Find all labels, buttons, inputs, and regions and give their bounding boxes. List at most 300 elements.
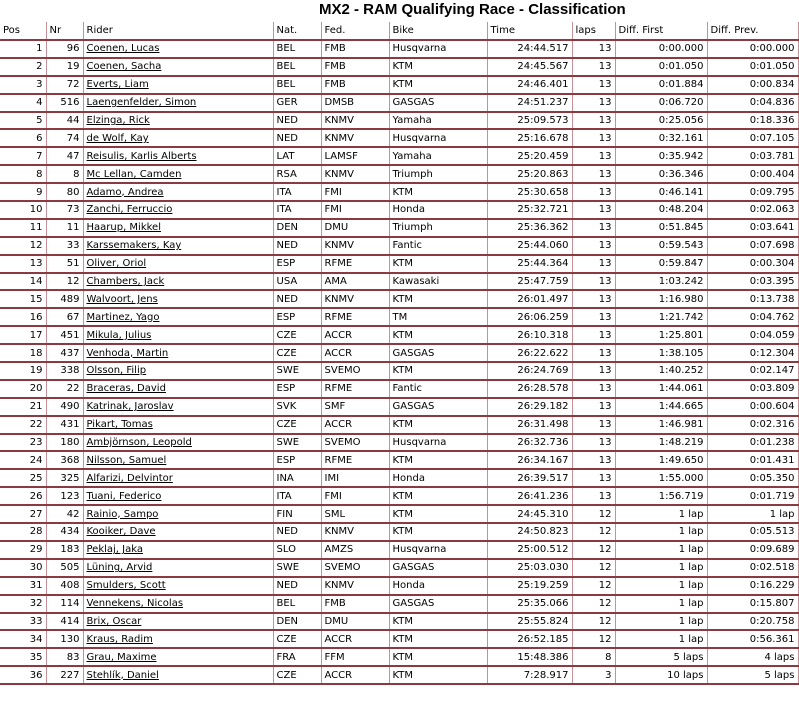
row-laps: 13 [572, 273, 615, 291]
row-diff-first: 1 lap [615, 630, 707, 648]
row-time: 26:22.622 [487, 344, 572, 362]
row-federation: SVEMO [321, 362, 389, 380]
rider-link[interactable]: Stehlík, Daniel [86, 669, 159, 681]
row-federation: RFME [321, 451, 389, 469]
row-diff-first: 0:59.543 [615, 237, 707, 255]
row-time: 24:46.401 [487, 76, 572, 94]
rider-link[interactable]: Peklaj, Jaka [86, 544, 143, 556]
rider-name-link[interactable] [83, 559, 273, 577]
row-federation: FMB [321, 595, 389, 613]
rider-link[interactable]: Coenen, Sacha [86, 61, 162, 73]
row-time: 25:16.678 [487, 129, 572, 147]
row-nationality: ITA [273, 487, 321, 505]
row-federation: FMI [321, 183, 389, 201]
row-diff-prev: 0:09.689 [707, 541, 798, 559]
row-federation: DMU [321, 613, 389, 631]
rider-name-link[interactable] [83, 630, 273, 648]
table-row [0, 362, 798, 380]
rider-link[interactable]: Kraus, Radim [86, 633, 153, 645]
rider-link[interactable]: Chambers, Jack [86, 276, 165, 288]
row-diff-prev: 0:07.698 [707, 237, 798, 255]
row-time: 26:29.182 [487, 398, 572, 416]
rider-link[interactable]: Everts, Liam [86, 79, 149, 91]
row-nationality: SVK [273, 398, 321, 416]
row-bike: GASGAS [389, 344, 487, 362]
rider-name-link[interactable] [83, 362, 273, 380]
row-bike: Honda [389, 577, 487, 595]
rider-name-link[interactable] [83, 308, 273, 326]
table-row [0, 219, 798, 237]
row-time: 25:00.512 [487, 541, 572, 559]
row-nationality: BEL [273, 595, 321, 613]
col-header-pos: Pos [0, 22, 46, 40]
row-diff-first: 1 lap [615, 505, 707, 523]
table-row [0, 434, 798, 452]
row-bike: KTM [389, 183, 487, 201]
rider-name-link[interactable] [83, 541, 273, 559]
rider-name-link[interactable] [83, 273, 273, 291]
row-time: 25:55.824 [487, 613, 572, 631]
row-diff-prev: 0:03.781 [707, 147, 798, 165]
rider-link[interactable]: Adamo, Andrea [86, 186, 164, 198]
row-federation: DMSB [321, 94, 389, 112]
row-bike: Yamaha [389, 147, 487, 165]
row-bike: GASGAS [389, 595, 487, 613]
row-laps: 13 [572, 416, 615, 434]
row-nationality: CZE [273, 326, 321, 344]
row-bike: Triumph [389, 165, 487, 183]
row-bike: Triumph [389, 219, 487, 237]
row-federation: FMI [321, 487, 389, 505]
table-row [0, 290, 798, 308]
row-time: 26:52.185 [487, 630, 572, 648]
rider-link[interactable]: Mc Lellan, Camden [86, 168, 182, 180]
row-nationality: BEL [273, 76, 321, 94]
row-pos: 5 [0, 112, 46, 130]
row-time: 25:30.658 [487, 183, 572, 201]
row-pos: 35 [0, 648, 46, 666]
row-diff-first: 0:32.161 [615, 129, 707, 147]
rider-link[interactable]: Ambjörnson, Leopold [86, 437, 192, 449]
row-time: 15:48.386 [487, 648, 572, 666]
rider-name-link[interactable] [83, 237, 273, 255]
row-diff-prev: 0:18.336 [707, 112, 798, 130]
table-row [0, 58, 798, 76]
row-laps: 13 [572, 40, 615, 58]
rider-name-link[interactable] [83, 434, 273, 452]
row-pos: 36 [0, 666, 46, 684]
row-federation: KNMV [321, 577, 389, 595]
table-row [0, 273, 798, 291]
rider-name-link[interactable] [83, 469, 273, 487]
row-number: 451 [46, 326, 83, 344]
row-diff-first: 1:16.980 [615, 290, 707, 308]
rider-name-link[interactable] [83, 487, 273, 505]
rider-name-link[interactable] [83, 398, 273, 416]
row-bike: Kawasaki [389, 273, 487, 291]
row-bike: Husqvarna [389, 541, 487, 559]
row-nationality: BEL [273, 40, 321, 58]
rider-name-link[interactable] [83, 290, 273, 308]
row-federation: KNMV [321, 237, 389, 255]
rider-name-link[interactable] [83, 595, 273, 613]
rider-link[interactable]: Karssemakers, Kay [86, 240, 182, 252]
col-header-nr: Nr [46, 22, 83, 40]
rider-name-link[interactable] [83, 219, 273, 237]
rider-name-link[interactable] [83, 451, 273, 469]
row-pos: 13 [0, 255, 46, 273]
row-diff-prev: 0:15.807 [707, 595, 798, 613]
row-federation: FMB [321, 40, 389, 58]
row-number: 489 [46, 290, 83, 308]
rider-link[interactable]: Smulders, Scott [86, 580, 166, 592]
row-nationality: CZE [273, 666, 321, 684]
row-nationality: CZE [273, 344, 321, 362]
rider-link[interactable]: Mikula, Julius [86, 329, 152, 341]
row-time: 24:44.517 [487, 40, 572, 58]
row-diff-prev: 0:13.738 [707, 290, 798, 308]
row-number: 434 [46, 523, 83, 541]
rider-name-link[interactable] [83, 112, 273, 130]
row-diff-first: 0:36.346 [615, 165, 707, 183]
rider-link[interactable]: Elzinga, Rick [86, 115, 150, 126]
row-bike: KTM [389, 362, 487, 380]
row-time: 24:45.310 [487, 505, 572, 523]
row-nationality: BEL [273, 58, 321, 76]
row-pos: 26 [0, 487, 46, 505]
row-diff-first: 1:38.105 [615, 344, 707, 362]
row-diff-prev: 0:04.836 [707, 94, 798, 112]
row-bike: KTM [389, 648, 487, 666]
row-diff-first: 0:48.204 [615, 201, 707, 219]
rider-link[interactable]: Vennekens, Nicolas [86, 598, 184, 610]
row-number: 325 [46, 469, 83, 487]
col-header-fed: Fed. [321, 22, 389, 40]
row-time: 24:51.237 [487, 94, 572, 112]
table-header-row [0, 22, 798, 40]
row-diff-prev: 0:03.395 [707, 273, 798, 291]
rider-link[interactable]: Haarup, Mikkel [86, 222, 161, 234]
row-diff-prev: 1 lap [707, 505, 798, 523]
rider-link[interactable]: Coenen, Lucas [86, 43, 160, 55]
table-row [0, 94, 798, 112]
row-nationality: ITA [273, 201, 321, 219]
row-nationality: GER [273, 94, 321, 112]
row-pos: 6 [0, 129, 46, 147]
row-nationality: DEN [273, 613, 321, 631]
row-bike: Honda [389, 201, 487, 219]
rider-name-link[interactable] [83, 201, 273, 219]
row-bike: GASGAS [389, 398, 487, 416]
rider-link[interactable]: Martinez, Yago [86, 311, 160, 323]
col-header-laps: laps [572, 22, 615, 40]
row-number: 368 [46, 451, 83, 469]
row-diff-first: 1 lap [615, 523, 707, 541]
table-row [0, 237, 798, 255]
row-diff-first: 1 lap [615, 559, 707, 577]
rider-name-link[interactable] [83, 147, 273, 165]
row-diff-first: 1:46.981 [615, 416, 707, 434]
row-nationality: ESP [273, 380, 321, 398]
row-pos: 15 [0, 290, 46, 308]
row-federation: KNMV [321, 112, 389, 130]
row-pos: 7 [0, 147, 46, 165]
rider-name-link[interactable] [83, 523, 273, 541]
row-diff-prev: 0:02.147 [707, 362, 798, 380]
row-laps: 13 [572, 147, 615, 165]
row-laps: 13 [572, 165, 615, 183]
row-bike: KTM [389, 451, 487, 469]
rider-link[interactable]: de Wolf, Kay [86, 132, 149, 144]
row-diff-prev: 0:01.238 [707, 434, 798, 452]
rider-name-link[interactable] [83, 416, 273, 434]
row-federation: RFME [321, 308, 389, 326]
row-nationality: ESP [273, 308, 321, 326]
rider-link[interactable]: Walvoort, Jens [86, 293, 158, 305]
row-number: 408 [46, 577, 83, 595]
table-row [0, 523, 798, 541]
row-number: 183 [46, 541, 83, 559]
row-pos: 33 [0, 613, 46, 631]
row-diff-first: 1:55.000 [615, 469, 707, 487]
row-nationality: INA [273, 469, 321, 487]
rider-name-link[interactable] [83, 165, 273, 183]
row-number: 437 [46, 344, 83, 362]
col-header-diff-first: Diff. First [615, 22, 707, 40]
table-row [0, 76, 798, 94]
rider-link[interactable]: Brix, Oscar [86, 615, 142, 627]
row-diff-prev: 0:02.518 [707, 559, 798, 577]
rider-link[interactable]: Grau, Maxime [86, 651, 157, 663]
row-federation: ACCR [321, 326, 389, 344]
rider-link[interactable]: Reisulis, Karlis Alberts [86, 150, 197, 162]
col-header-bike: Bike [389, 22, 487, 40]
row-bike: KTM [389, 326, 487, 344]
col-header-time: Time [487, 22, 572, 40]
row-federation: ACCR [321, 344, 389, 362]
rider-name-link[interactable] [83, 183, 273, 201]
row-laps: 13 [572, 129, 615, 147]
rider-name-link[interactable] [83, 344, 273, 362]
row-laps: 13 [572, 201, 615, 219]
row-pos: 22 [0, 416, 46, 434]
row-diff-prev: 0:00.404 [707, 165, 798, 183]
rider-name-link[interactable] [83, 648, 273, 666]
row-laps: 13 [572, 487, 615, 505]
row-number: 72 [46, 76, 83, 94]
row-laps: 12 [572, 559, 615, 577]
table-row [0, 183, 798, 201]
row-diff-first: 0:01.050 [615, 58, 707, 76]
row-laps: 12 [572, 577, 615, 595]
row-time: 25:32.721 [487, 201, 572, 219]
row-diff-prev: 0:00.834 [707, 76, 798, 94]
row-laps: 13 [572, 290, 615, 308]
row-time: 25:44.060 [487, 237, 572, 255]
row-pos: 20 [0, 380, 46, 398]
rider-link[interactable]: Lüning, Arvid [86, 562, 153, 574]
row-number: 516 [46, 94, 83, 112]
row-time: 25:36.362 [487, 219, 572, 237]
row-number: 130 [46, 630, 83, 648]
row-bike: Husqvarna [389, 129, 487, 147]
row-diff-first: 1:03.242 [615, 273, 707, 291]
rider-link[interactable]: Zanchi, Ferruccio [86, 204, 173, 216]
row-federation: KNMV [321, 290, 389, 308]
row-time: 25:44.364 [487, 255, 572, 273]
row-laps: 13 [572, 58, 615, 76]
classification-table [0, 22, 799, 685]
row-pos: 23 [0, 434, 46, 452]
row-diff-first: 0:46.141 [615, 183, 707, 201]
row-pos: 4 [0, 94, 46, 112]
row-number: 83 [46, 648, 83, 666]
rider-link[interactable]: Oliver, Oriol [86, 258, 147, 270]
row-time: 26:10.318 [487, 326, 572, 344]
table-row [0, 505, 798, 523]
row-diff-prev: 4 laps [707, 648, 798, 666]
row-bike: KTM [389, 613, 487, 631]
rider-name-link[interactable] [83, 577, 273, 595]
rider-link[interactable]: Alfarizi, Delvintor [86, 472, 173, 484]
row-nationality: NED [273, 290, 321, 308]
row-bike: KTM [389, 290, 487, 308]
row-diff-prev: 0:07.105 [707, 129, 798, 147]
rider-name-link[interactable] [83, 94, 273, 112]
rider-name-link[interactable] [83, 666, 273, 684]
row-number: 22 [46, 380, 83, 398]
row-number: 12 [46, 273, 83, 291]
row-diff-prev: 0:16.229 [707, 577, 798, 595]
row-number: 67 [46, 308, 83, 326]
row-number: 47 [46, 147, 83, 165]
row-diff-first: 0:01.884 [615, 76, 707, 94]
col-header-rider: Rider [83, 22, 273, 40]
rider-name-link[interactable] [83, 129, 273, 147]
row-number: 33 [46, 237, 83, 255]
row-diff-first: 5 laps [615, 648, 707, 666]
rider-name-link[interactable] [83, 613, 273, 631]
row-number: 19 [46, 58, 83, 76]
row-diff-prev: 0:00.604 [707, 398, 798, 416]
rider-name-link[interactable] [83, 326, 273, 344]
rider-link[interactable]: Tuani, Federico [86, 490, 162, 502]
rider-link[interactable]: Katrinak, Jaroslav [86, 401, 174, 413]
rider-name-link[interactable] [83, 505, 273, 523]
row-time: 26:32.736 [487, 434, 572, 452]
row-diff-first: 1:44.665 [615, 398, 707, 416]
row-diff-prev: 0:04.762 [707, 308, 798, 326]
row-pos: 16 [0, 308, 46, 326]
table-row [0, 380, 798, 398]
row-diff-first: 1:25.801 [615, 326, 707, 344]
rider-name-link[interactable] [83, 58, 273, 76]
row-bike: KTM [389, 58, 487, 76]
row-nationality: SWE [273, 434, 321, 452]
row-number: 180 [46, 434, 83, 452]
row-time: 24:50.823 [487, 523, 572, 541]
row-number: 227 [46, 666, 83, 684]
table-row [0, 451, 798, 469]
rider-name-link[interactable] [83, 76, 273, 94]
rider-link[interactable]: Pikart, Tomas [86, 419, 153, 431]
row-number: 338 [46, 362, 83, 380]
rider-link[interactable]: Laengenfelder, Simon [86, 97, 197, 109]
col-header-nat: Nat. [273, 22, 321, 40]
table-row [0, 129, 798, 147]
row-laps: 13 [572, 219, 615, 237]
row-time: 26:01.497 [487, 290, 572, 308]
row-diff-prev: 0:01.431 [707, 451, 798, 469]
rider-link[interactable]: Venhoda, Martin [86, 347, 169, 359]
row-nationality: NED [273, 112, 321, 130]
row-number: 8 [46, 165, 83, 183]
row-number: 73 [46, 201, 83, 219]
row-nationality: USA [273, 273, 321, 291]
row-nationality: RSA [273, 165, 321, 183]
table-row [0, 613, 798, 631]
row-pos: 12 [0, 237, 46, 255]
table-row [0, 648, 798, 666]
rider-link[interactable]: Olsson, Filip [86, 365, 147, 377]
row-diff-prev: 0:03.641 [707, 219, 798, 237]
row-laps: 12 [572, 523, 615, 541]
rider-name-link[interactable] [83, 380, 273, 398]
row-laps: 13 [572, 362, 615, 380]
row-diff-first: 0:00.000 [615, 40, 707, 58]
row-laps: 13 [572, 94, 615, 112]
rider-link[interactable]: Braceras, David [86, 383, 166, 395]
table-row [0, 541, 798, 559]
table-row [0, 487, 798, 505]
rider-link[interactable]: Nilsson, Samuel [86, 454, 167, 466]
row-time: 26:34.167 [487, 451, 572, 469]
row-nationality: SWE [273, 362, 321, 380]
row-time: 26:39.517 [487, 469, 572, 487]
row-bike: Husqvarna [389, 434, 487, 452]
rider-name-link[interactable] [83, 255, 273, 273]
table-row [0, 630, 798, 648]
table-row [0, 595, 798, 613]
row-federation: SML [321, 505, 389, 523]
row-nationality: NED [273, 129, 321, 147]
row-diff-first: 10 laps [615, 666, 707, 684]
row-federation: ACCR [321, 416, 389, 434]
row-federation: IMI [321, 469, 389, 487]
rider-link[interactable]: Kooiker, Dave [86, 526, 156, 538]
row-diff-first: 1:49.650 [615, 451, 707, 469]
row-diff-prev: 0:00.304 [707, 255, 798, 273]
row-bike: GASGAS [389, 94, 487, 112]
rider-link[interactable]: Rainio, Sampo [86, 508, 159, 520]
row-number: 51 [46, 255, 83, 273]
row-time: 24:45.567 [487, 58, 572, 76]
row-laps: 12 [572, 595, 615, 613]
row-diff-prev: 0:00.000 [707, 40, 798, 58]
row-federation: DMU [321, 219, 389, 237]
row-pos: 24 [0, 451, 46, 469]
row-nationality: NED [273, 237, 321, 255]
row-number: 123 [46, 487, 83, 505]
rider-name-link[interactable] [83, 40, 273, 58]
row-bike: Husqvarna [389, 40, 487, 58]
row-time: 25:47.759 [487, 273, 572, 291]
row-federation: SVEMO [321, 434, 389, 452]
row-diff-first: 0:25.056 [615, 112, 707, 130]
row-pos: 17 [0, 326, 46, 344]
row-diff-prev: 0:05.513 [707, 523, 798, 541]
row-diff-first: 1 lap [615, 577, 707, 595]
